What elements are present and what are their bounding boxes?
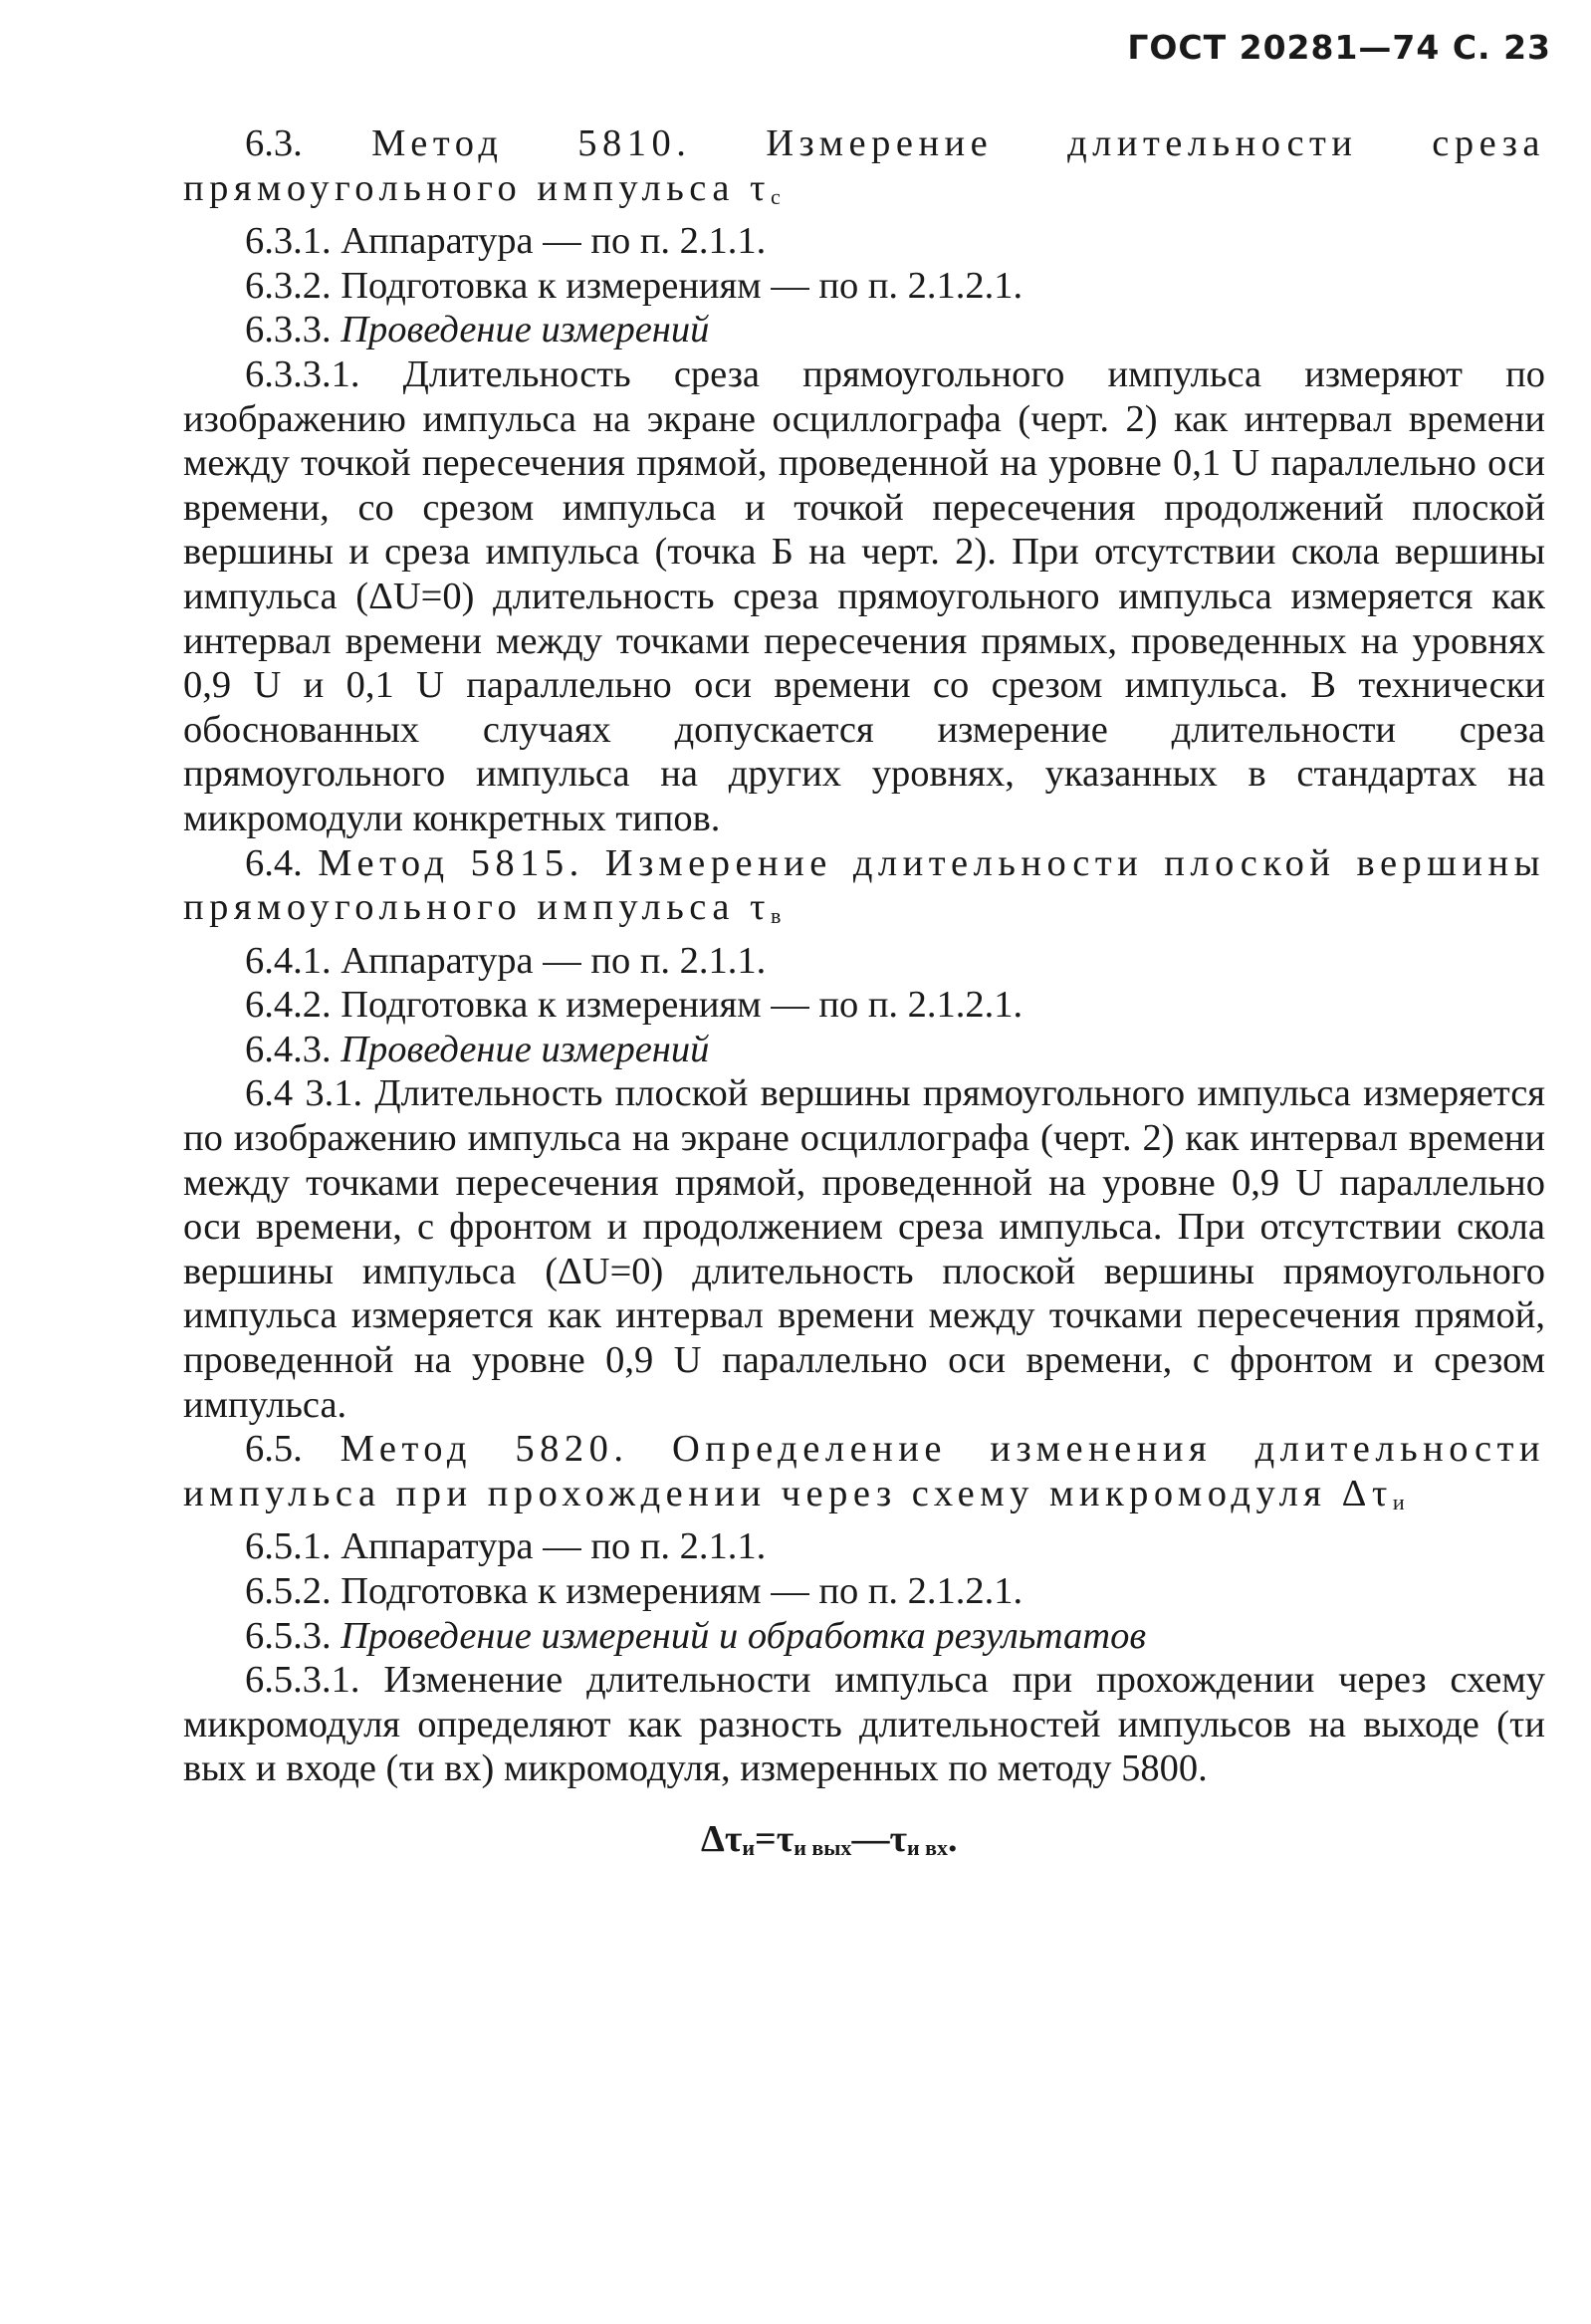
paragraph-6-4-1: 6.4.1. Аппаратура — по п. 2.1.1.: [245, 939, 767, 982]
formula-term-1-subscript: и вых: [794, 1834, 852, 1860]
formula-term-1: τ: [776, 1817, 795, 1860]
document-body: [183, 121, 1545, 1871]
subsection-title: Проведение измерений: [341, 1028, 710, 1070]
paragraph-6-5-3: [183, 1614, 1545, 1659]
section-number: 6.4.: [245, 841, 303, 884]
paragraph-6-3-1: 6.3.1. Аппаратура — по п. 2.1.1.: [245, 220, 767, 263]
section-6-5-heading: [183, 1427, 1545, 1524]
subsection-title: Проведение измерений и обработка результатов: [341, 1614, 1147, 1657]
formula-term-2: τ: [889, 1817, 907, 1860]
paragraph-6-3-2: 6.3.2. Подготовка к измерениям — по п. 2.1.2.1.: [245, 264, 1023, 307]
section-number: 6.4.3.: [245, 1028, 332, 1070]
paragraph-6-4-3: [183, 1028, 1545, 1072]
page-header: ГОСТ 20281—74 С. 23: [1127, 28, 1551, 67]
formula-lhs-subscript: и: [742, 1834, 756, 1860]
subsection-title: Проведение измерений: [341, 309, 710, 351]
section-title-subscript: в: [771, 903, 782, 929]
section-6-4-heading: [183, 841, 1545, 939]
section-number: 6.3.3.: [245, 309, 332, 351]
formula-minus: —: [851, 1817, 890, 1860]
section-number: 6.3.: [245, 122, 303, 164]
paragraph-6-4-3-1: 6.4 3.1. Длительность плоской вершины прямоугольного импульса измеряется по изображению импульса на экране осциллографа (черт. 2) как интервал времени между точками пересечения прямой, проведенной на уровне 0,9 U параллельно оси времени, с фронтом и продолжением среза импульса. При отсутствии скола вершины импульса (ΔU=0) длительность плоской вершины прямоугольного импульса измеряется как интервал времени между точками пересечения прямой, проведенной на уровне 0,9 U параллельно оси времени, с фронтом и срезом импульса.: [183, 1072, 1545, 1426]
section-number: 6.5.: [245, 1428, 303, 1471]
paragraph-6-5-1: 6.5.1. Аппаратура — по п. 2.1.1.: [245, 1525, 767, 1568]
formula-lhs: Δτ: [701, 1817, 743, 1860]
formula-equals: =: [755, 1817, 777, 1860]
section-number: 6.5.3.: [245, 1614, 332, 1657]
paragraph-6-3-3-1: 6.3.3.1. Длительность среза прямоугольного импульса измеряют по изображению импульса на экране осциллографа (черт. 2) как интервал времени между точкой пересечения прямой, проведенной на уровне 0,1 U параллельно оси времени, со срезом импульса и точкой пересечения продолжений плоской вершины и среза импульса (точка Б на черт. 2). При отсутствии скола вершины импульса (ΔU=0) длительность среза прямоугольного импульса измеряется как интервал времени между точками пересечения прямых, проведенных на уровнях 0,9 U и 0,1 U параллельно оси времени со срезом импульса. В технически обоснованных случаях допускается измерение длительности среза прямоугольного импульса на других уровнях, указанных в стандартах на микромодули конкретных типов.: [183, 352, 1545, 839]
section-6-3-heading: [183, 121, 1545, 219]
paragraph-6-5-2: 6.5.2. Подготовка к измерениям — по п. 2.1.2.1.: [245, 1570, 1023, 1612]
paragraph-6-4-2: 6.4.2. Подготовка к измерениям — по п. 2.1.2.1.: [245, 984, 1023, 1027]
section-title: Метод 5820. Определение изменения длительности импульса при прохождении через схему микромодуля Δτ: [183, 1428, 1545, 1514]
section-title-subscript: и: [1392, 1489, 1405, 1514]
paragraph-6-5-3-1: 6.5.3.1. Изменение длительности импульса при прохождении через схему микромодуля определяют как разность длительностей импульсов на выходе (τи вых и входе (τи вх) микромодуля, измеренных по методу 5800.: [183, 1659, 1545, 1790]
formula: [183, 1817, 1545, 1871]
formula-term-2-subscript: и вх: [906, 1834, 949, 1860]
section-title: Метод 5810. Измерение длительности среза прямоугольного импульса τ: [183, 122, 1545, 209]
section-title-subscript: с: [771, 183, 781, 209]
paragraph-6-3-3: [183, 308, 1545, 352]
section-title: Метод 5815. Измерение длительности плоской вершины прямоугольного импульса τ: [183, 841, 1545, 929]
formula-end: .: [948, 1817, 958, 1860]
